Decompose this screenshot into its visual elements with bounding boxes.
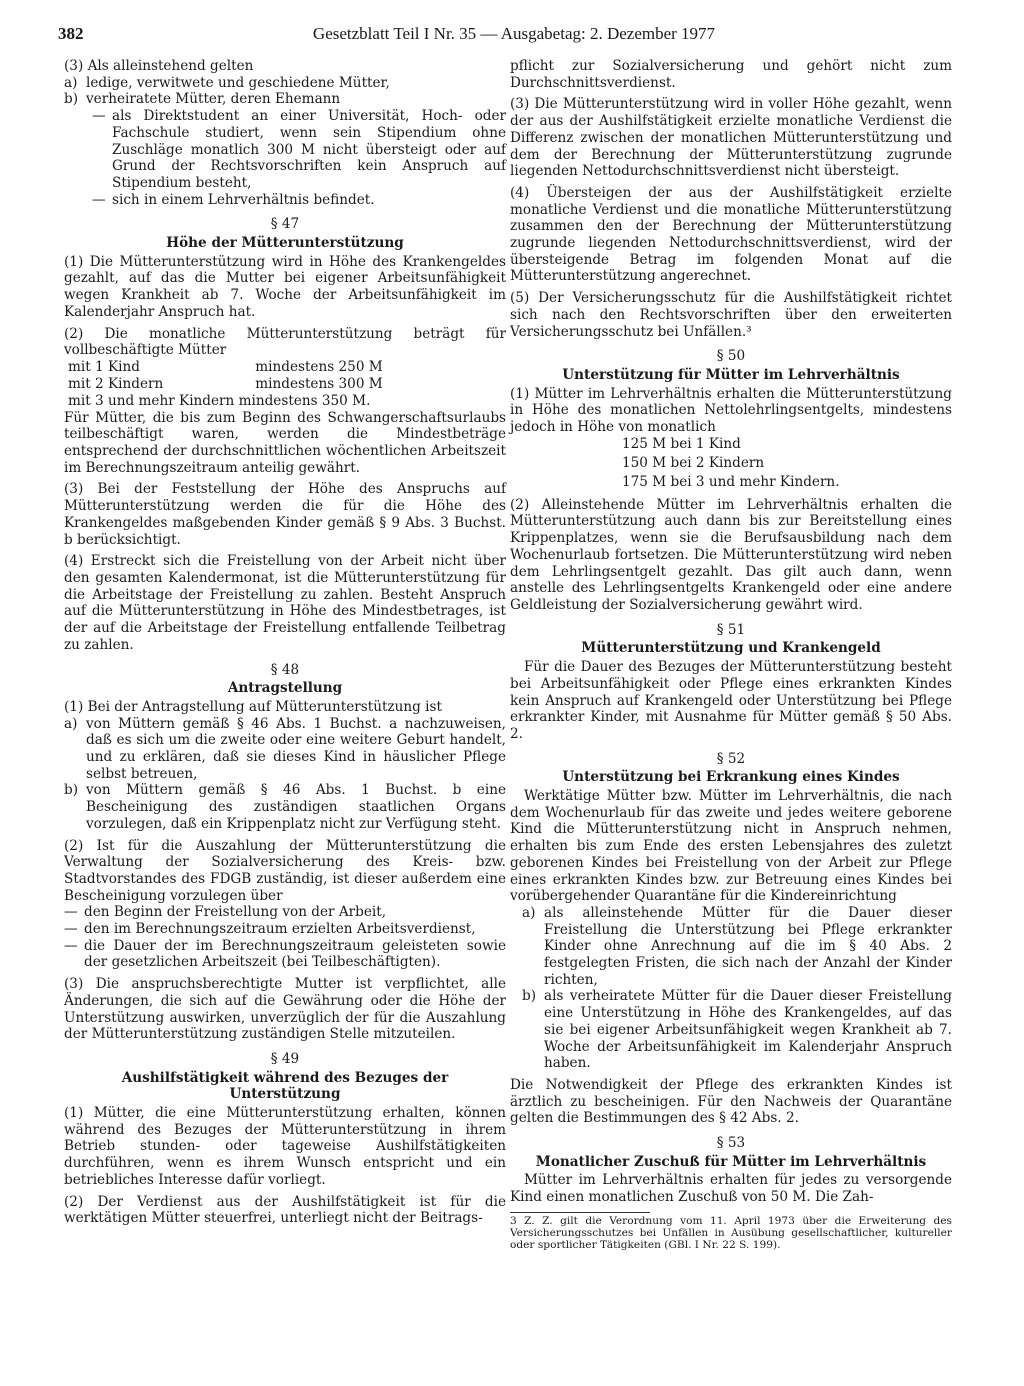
- paragraph: (1) Bei der Antragstellung auf Mütterunterstützung ist: [64, 698, 442, 715]
- list-item: a) von Müttern gemäß § 46 Abs. 1 Buchst. a nachzuweisen, daß es sich um die zweite oder eine weitere Geburt handelt, und zu erklären, daß sie dieses Kind in häuslicher Pflege selbst betreuen,: [64, 715, 506, 782]
- amount-line: 125 M bei 1 Kind: [622, 435, 741, 452]
- section-title: Unterstützung für Mütter im Lehrverhältnis: [562, 366, 900, 383]
- section-title: Mütterunterstützung und Krankengeld: [581, 640, 881, 657]
- amount-line: mit 3 und mehr Kindern mindestens 350 M.: [68, 392, 371, 409]
- section-number: § 49: [270, 1050, 300, 1067]
- paragraph: Mütter im Lehrverhältnis erhalten für jedes zu versorgende Kind einen monatlichen Zuschuß von 50 M. Die Zah-: [510, 1172, 952, 1206]
- left-column: [64, 58, 506, 1232]
- paragraph: Für die Dauer des Bezuges der Mütterunterstützung besteht bei Arbeitsunfähigkeit oder Pflege eines erkrankten Kindes kein Anspruch auf Krankengeld oder Unterstützung bei Pflege erkrankter Kinder, mit Ausnahme für Mütter gemäß § 50 Abs. 2.: [510, 659, 952, 742]
- table-row: mit 2 Kindern mindestens 300 M: [68, 376, 383, 393]
- paragraph: Die Notwendigkeit der Pflege des erkrankten Kindes ist ärztlich zu bescheinigen. Für den Nachweis der Quarantäne gelten die Bestimmungen des § 42 Abs. 2.: [510, 1076, 952, 1127]
- list-item: b) als verheiratete Mütter für die Dauer dieser Freistellung eine Unterstützung in Höhe des Krankengeldes, auf das sie bei eigener Arbeitsunfähigkeit wegen Krankheit ab 7. Woche der Arbeitsunfähigkeit im Kalenderjahr Anspruch haben.: [522, 988, 952, 1072]
- paragraph: (3) Als alleinstehend gelten: [64, 58, 254, 74]
- amount-list: [622, 436, 952, 493]
- section-title: Monatlicher Zuschuß für Mütter im Lehrverhältnis: [535, 1153, 927, 1170]
- paragraph: (1) Mütter im Lehrverhältnis erhalten die Mütterunterstützung in Höhe des monatlichen Nettolehrlingsentgelts, mindestens jedoch in Höhe von monatlich: [510, 385, 952, 436]
- paragraph: (3) Bei der Feststellung der Höhe des Anspruchs auf Mütterunterstützung werden die für die Höhe des Krankengeldes maßgebenden Kinder gemäß § 9 Abs. 3 Buchst. b berücksichtigt.: [64, 481, 506, 548]
- list-item: b) verheiratete Mütter, deren Ehemann: [64, 91, 341, 108]
- paragraph: (3) Die anspruchsberechtigte Mutter ist verpflichtet, alle Änderungen, die sich auf die Gewährung oder die Höhe der Unterstützung auswirken, unverzüglich der für die Auszahlung der Mütterunterstützung zuständigen Stelle mitzuteilen.: [64, 976, 506, 1043]
- dash-item: — als Direktstudent an einer Universität, Hoch- oder Fachschule studiert, wenn sein Stipendium ohne Zuschläge monatlich 300 M nicht übersteigt oder auf Grund der Rechtsvorschriften kein Anspruch auf Stipendium besteht,: [92, 108, 506, 191]
- paragraph: (3) Die Mütterunterstützung wird in voller Höhe gezahlt, wenn der aus der Aushilfstätigkeit erzielte monatliche Verdienst die Differenz zwischen der monatlichen Mütterunterstützung und dem der Berechnung der Mütterunterstützung zugrunde liegenden Nettodurchschnittsverdienst nicht übersteigt.: [510, 96, 952, 180]
- paragraph: (4) Übersteigen der aus der Aushilfstätigkeit erzielte monatliche Verdienst und die monatliche Mütterunterstützung zusammen den der Berechnung der Mütterunterstützung zugrunde liegenden Nettodurchschnittsverdienst, wird der übersteigende Betrag im folgenden Monat auf die Mütterunterstützung angerechnet.: [510, 184, 952, 285]
- section-title: Antragstellung: [227, 680, 343, 697]
- paragraph: (5) Der Versicherungsschutz für die Aushilfstätigkeit richtet sich nach den Rechtsvorschriften über den erweiterten Versicherungsschutz bei Unfällen.³: [510, 290, 952, 340]
- section-number: § 47: [270, 216, 300, 233]
- paragraph: (2) Der Verdienst aus der Aushilfstätigkeit ist für die werktätigen Mütter steuerfrei, unterliegt nicht der Beitrags-: [64, 1193, 506, 1227]
- page-number: 382: [58, 24, 84, 43]
- paragraph: (2) Die monatliche Mütterunterstützung beträgt für vollbeschäftigte Mütter: [64, 325, 506, 359]
- paragraph: (2) Ist für die Auszahlung der Mütterunterstützung die Verwaltung der Sozialversicherung des Kreis- bzw. Stadtvorstandes des FDGB zuständig, ist dieser außerdem eine Bescheinigung vorzulegen über: [64, 837, 506, 904]
- section-title: Aushilfstätigkeit während des Bezuges der Unterstützung: [121, 1069, 449, 1103]
- paragraph: Werktätige Mütter bzw. Mütter im Lehrverhältnis, die nach dem Wochenurlaub für das zweite und jedes weitere geborene Kind die Mütterunterstützung nicht in Anspruch nehmen, erhalten bis zum Ende des ersten Lebensjahres des zuletzt geborenen Kindes bei Freistellung von der Arbeit zur Pflege eines erkrankten Kindes bzw. zur Betreuung eines Kindes bei vorübergehender Quarantäne für die Kindereinrichtung: [510, 788, 952, 905]
- paragraph: (1) Die Mütterunterstützung wird in Höhe des Krankengeldes gezahlt, auf das die Mutter bei eigener Arbeitsunfähigkeit wegen Krankheit ab 7. Woche der Arbeitsunfähigkeit im Kalenderjahr Anspruch hat.: [64, 253, 506, 320]
- dash-item: — die Dauer der im Berechnungszeitraum geleisteten sowie der gesetzlichen Arbeitszeit (bei Teilbeschäftigten).: [64, 937, 506, 971]
- paragraph: Für Mütter, die bis zum Beginn des Schwangerschaftsurlaubs teilbeschäftigt waren, werden die Mindestbeträge entsprechend der durchschnittlichen wöchentlichen Arbeitszeit im Berechnungszeitraum anteilig gewährt.: [64, 409, 506, 476]
- paragraph: pflicht zur Sozialversicherung und gehört nicht zum Durchschnittsverdienst.: [510, 58, 952, 91]
- dash-item: — den Beginn der Freistellung von der Arbeit,: [64, 904, 387, 921]
- amount-line: 175 M bei 3 und mehr Kindern.: [622, 473, 840, 490]
- page-header: [58, 16, 970, 44]
- section-title: Unterstützung bei Erkrankung eines Kindes: [562, 769, 900, 786]
- amount-table: [68, 359, 395, 393]
- dash-item: — sich in einem Lehrverhältnis befindet.: [92, 191, 375, 208]
- list-item: a) ledige, verwitwete und geschiedene Mütter,: [64, 74, 390, 91]
- section-number: § 53: [716, 1135, 746, 1152]
- section-number: § 50: [716, 348, 746, 365]
- section-number: § 52: [716, 750, 746, 767]
- footnote: 3 Z. Z. gilt die Verordnung vom 11. April 1973 über die Erweiterung des Versicherungsschutzes bei Unfällen in Ausübung gesellschaftlicher, kultureller oder sportlicher Tätigkeiten (GBl. I Nr. 22 S. 199).: [510, 1214, 952, 1251]
- paragraph: (4) Erstreckt sich die Freistellung von der Arbeit nicht über den gesamten Kalendermonat, ist die Mütterunterstützung für die Arbeitstage der Freistellung zu zahlen. Besteht Anspruch auf die Mütterunterstützung in Höhe des Mindestbetrages, ist der auf die Arbeitstage der Freistellung entfallende Teilbetrag zu zahlen.: [64, 553, 506, 653]
- header-title: Gesetzblatt Teil I Nr. 35 — Ausgabetag: 2. Dezember 1977: [312, 24, 716, 43]
- section-number: § 51: [716, 621, 746, 638]
- dash-item: — den im Berechnungszeitraum erzielten Arbeitsverdienst,: [64, 921, 476, 938]
- list-item: a) als alleinstehende Mütter für die Dauer dieser Freistellung die Unterstützung bei Pflege erkrankter Kinder ohne Anrechnung auf die im § 40 Abs. 2 festgelegten Fristen, die sich nach der Anzahl der Kinder richten,: [522, 904, 952, 988]
- table-row: mit 1 Kind mindestens 250 M: [68, 359, 383, 376]
- right-column: [510, 58, 952, 1256]
- list-item: b) von Müttern gemäß § 46 Abs. 1 Buchst. b eine Bescheinigung des zuständigen staatlichen Organs vorzulegen, daß ein Krippenplatz nicht zur Verfügung steht.: [64, 782, 506, 832]
- section-title: Höhe der Mütterunterstützung: [166, 235, 404, 252]
- paragraph: (1) Mütter, die eine Mütterunterstützung erhalten, können während des Bezuges der Mütterunterstützung in ihrem Betrieb stunden- oder tageweise Aushilfstätigkeiten durchführen, wenn es ihrem Wunsch entspricht und ein betriebliches Interesse dafür vorliegt.: [64, 1105, 506, 1188]
- footnote-divider: [510, 1212, 650, 1213]
- paragraph: (2) Alleinstehende Mütter im Lehrverhältnis erhalten die Mütterunterstützung auch dann bis zur Bereitstellung eines Krippenplatzes, wenn sie die Berufsausbildung nach dem Wochenurlaub fortsetzen. Die Mütterunterstützung wird neben dem Lehrlingsentgelt gezahlt. Das gilt auch dann, wenn anstelle des Lehrlingsentgelts Krankengeld oder eine andere Geldleistung der Sozialversicherung gewährt wird.: [510, 496, 952, 613]
- amount-line: 150 M bei 2 Kindern: [622, 454, 765, 471]
- section-number: § 48: [270, 661, 300, 678]
